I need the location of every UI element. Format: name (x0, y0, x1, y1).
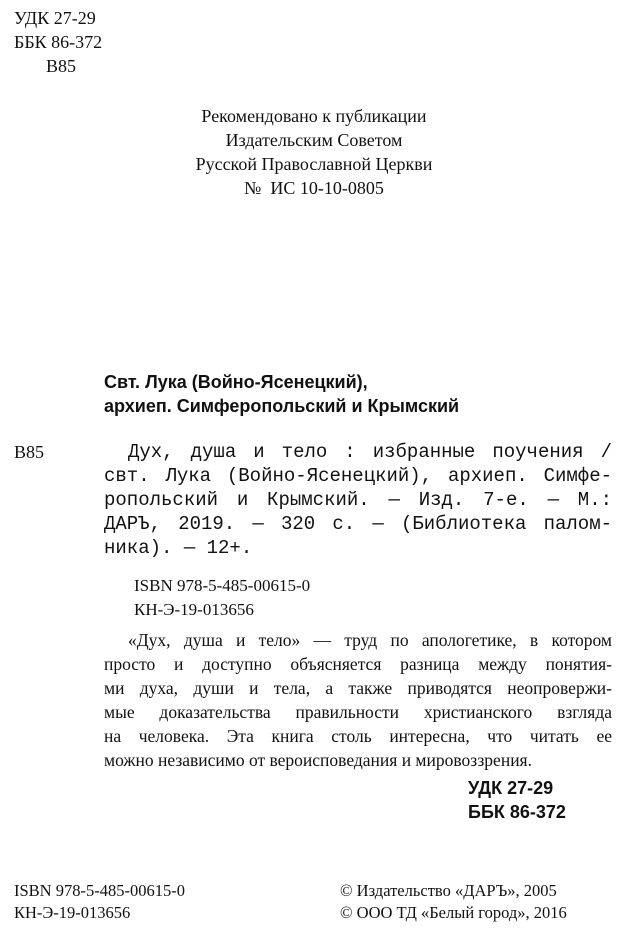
annotation (104, 628, 612, 772)
description-line: ДАРЪ, 2019. — 320 с. — (Библиотека палом- (104, 513, 612, 535)
author-name: Свт. Лука (Войно-Ясенецкий), (104, 372, 368, 392)
recommendation-line: Издательским Советом (225, 130, 403, 150)
description-line: Дух, душа и тело : избранные поучения / (128, 441, 612, 463)
classification-codes-bottom (468, 776, 566, 824)
annotation-line: просто и доступно объясняется разница между понятия- (104, 654, 612, 674)
recommendation-number: № ИС 10-10-0805 (244, 178, 384, 198)
description-line: ропольский и Крымский. — Изд. 7-е. — М.: (104, 489, 612, 511)
author-heading (104, 370, 459, 418)
catalog-author-mark: В85 (14, 442, 45, 462)
udk-code: УДК 27-29 (14, 8, 96, 28)
annotation-line: можно независимо от вероисповедания и мировоззрения. (104, 750, 532, 770)
footer-identifiers (14, 880, 185, 924)
bbk-code: ББК 86-372 (14, 32, 103, 52)
annotation-line: на человека. Эта книга столь интересна, что читать ее (104, 726, 612, 746)
classification-codes-top (14, 6, 102, 78)
annotation-line: «Дух, душа и тело» — труд по апологетике, в котором (128, 630, 612, 650)
catalog-kn: КН-Э-19-013656 (134, 600, 254, 619)
udk-code: УДК 27-29 (468, 778, 554, 798)
description-line: свт. Лука (Войно-Ясенецкий), архиеп. Симфе- (104, 465, 612, 487)
footer-kn: КН-Э-19-013656 (14, 903, 131, 922)
author-title: архиеп. Симферопольский и Крымский (104, 396, 460, 416)
footer-copyrights (340, 880, 567, 924)
publication-recommendation (0, 104, 628, 200)
footer-isbn: ISBN 978-5-485-00615-0 (14, 881, 185, 900)
recommendation-line: Русской Православной Церкви (195, 154, 433, 174)
catalog-isbn: ISBN 978-5-485-00615-0 (134, 576, 311, 595)
annotation-line: мые доказательства правильности христианского взгляда (104, 702, 612, 722)
description-line: ника). — 12+. (104, 537, 253, 559)
bibliographic-description (104, 440, 612, 560)
catalog-identifiers (134, 574, 310, 622)
copyright-line: © Издательство «ДАРЪ», 2005 (340, 881, 557, 900)
copyright-line: © ООО ТД «Белый город», 2016 (340, 903, 567, 922)
bbk-code: ББК 86-372 (468, 802, 566, 822)
recommendation-line: Рекомендовано к публикации (201, 106, 427, 126)
annotation-line: ми духа, души и тела, а также приводятся неопровержи- (104, 678, 612, 698)
author-mark: В85 (46, 56, 77, 76)
